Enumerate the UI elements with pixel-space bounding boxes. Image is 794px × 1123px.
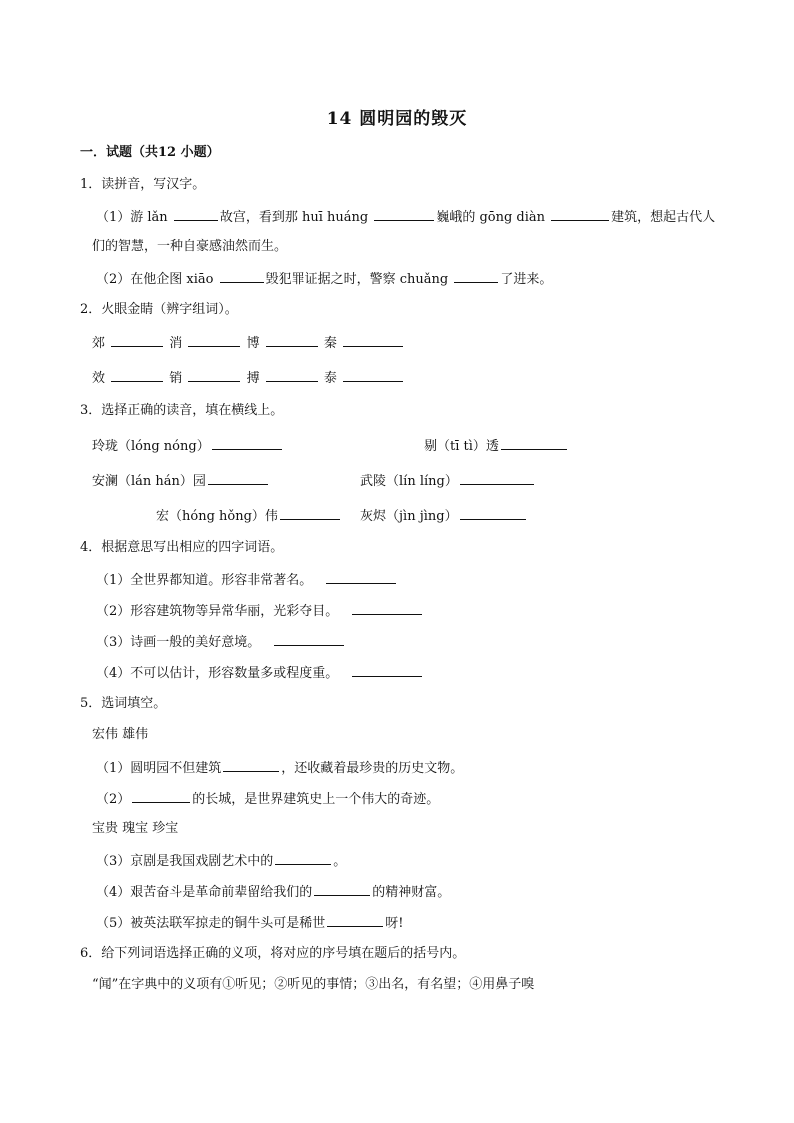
word-choices-2: 宝贵 瑰宝 珍宝: [92, 821, 179, 836]
q5-text: ，还收藏着最珍贵的历史文物。: [281, 761, 464, 776]
answer-blank[interactable]: [326, 570, 396, 584]
answer-blank[interactable]: [188, 368, 240, 382]
q5-text: （5）被英法联军掠走的铜牛头可是稀世: [96, 916, 326, 931]
question-5-item-1: [96, 758, 463, 778]
char: 博: [246, 336, 260, 351]
answer-blank[interactable]: [212, 436, 282, 450]
char: 效: [92, 371, 106, 386]
answer-blank[interactable]: [188, 333, 240, 347]
question-3-item-a: [92, 436, 284, 456]
answer-blank[interactable]: [111, 368, 163, 382]
question-6-definitions: “闻”在字典中的义项有①听见；②听见的事情；③出名，有名望；④用鼻子嗅: [92, 977, 535, 992]
question-4-item-4: [96, 663, 424, 683]
q1-text: 巍峨的 gōng diàn: [436, 210, 550, 225]
q3-text: 剔（tī tì）透: [424, 439, 499, 454]
q4-text: （4）不可以估计，形容数量多或程度重。: [96, 666, 339, 681]
answer-blank[interactable]: [275, 851, 331, 865]
answer-blank[interactable]: [274, 632, 344, 646]
q5-text: （2）: [96, 792, 131, 807]
answer-blank[interactable]: [132, 789, 190, 803]
answer-blank[interactable]: [266, 333, 318, 347]
question-5-stem: 5．选词填空。: [80, 696, 167, 711]
answer-blank[interactable]: [220, 269, 264, 283]
question-1-part-1-cont: 们的智慧，一种自豪感油然而生。: [92, 239, 288, 254]
question-5-item-3: [96, 851, 346, 871]
q5-text: （3）京剧是我国戏剧艺术中的: [96, 854, 274, 869]
answer-blank[interactable]: [460, 471, 534, 485]
q3-text: 武陵（lín líng）: [360, 474, 458, 489]
q5-text: （1）圆明园不但建筑: [96, 761, 222, 776]
question-4-item-3: [96, 632, 346, 652]
answer-blank[interactable]: [343, 368, 403, 382]
question-3-stem: 3．选择正确的读音，填在横线上。: [80, 403, 284, 418]
q4-text: （2）形容建筑物等异常华丽，光彩夺目。: [96, 604, 339, 619]
q3-text: 宏（hóng hǒng）伟: [156, 509, 278, 524]
answer-blank[interactable]: [111, 333, 163, 347]
answer-blank[interactable]: [174, 207, 218, 221]
answer-blank[interactable]: [352, 601, 422, 615]
answer-blank[interactable]: [501, 436, 567, 450]
char: 郊: [92, 336, 106, 351]
char: 搏: [246, 371, 260, 386]
question-3-item-d: [360, 471, 536, 491]
answer-blank[interactable]: [327, 913, 383, 927]
answer-blank[interactable]: [208, 471, 268, 485]
question-1-part-2: [96, 269, 552, 289]
answer-blank[interactable]: [551, 207, 609, 221]
question-1-part-1: [96, 207, 715, 227]
answer-blank[interactable]: [460, 506, 526, 520]
word-choices-1: 宏伟 雄伟: [92, 727, 149, 742]
q4-text: （1）全世界都知道。形容非常著名。: [96, 573, 313, 588]
question-2-stem: 2．火眼金睛（辨字组词）。: [80, 302, 238, 317]
char: 秦: [323, 336, 337, 351]
answer-blank[interactable]: [223, 758, 279, 772]
question-3-item-b: [424, 436, 569, 456]
answer-blank[interactable]: [374, 207, 434, 221]
q3-text: 玲珑（lóng nóng）: [92, 439, 210, 454]
question-4-item-2: [96, 601, 424, 621]
answer-blank[interactable]: [352, 663, 422, 677]
question-6-stem: 6．给下列词语选择正确的义项，将对应的序号填在题后的括号内。: [80, 946, 466, 961]
q1-text: （1）游 lǎn: [96, 210, 172, 225]
q1-text: 了进来。: [500, 272, 553, 287]
question-5-item-2: [96, 789, 439, 809]
char: 泰: [323, 371, 337, 386]
q5-text: 呀!: [385, 916, 404, 931]
question-5-item-4: [96, 882, 450, 902]
answer-blank[interactable]: [314, 882, 370, 896]
question-4-stem: 4．根据意思写出相应的四字词语。: [80, 540, 284, 555]
q3-text: 灰烬（jìn jìng）: [360, 509, 458, 524]
q1-text: 故宫，看到那 huī huáng: [219, 210, 373, 225]
section-heading: 一．试题（共12 小题）: [80, 145, 220, 160]
question-2-row-2: [92, 368, 405, 388]
q1-text: 建筑，想起古代人: [611, 210, 716, 225]
q5-text: 的精神财富。: [372, 885, 451, 900]
q5-text: 。: [333, 854, 347, 869]
answer-blank[interactable]: [266, 368, 318, 382]
q1-text: 毁犯罪证据之时，警察 chuǎng: [265, 272, 453, 287]
answer-blank[interactable]: [343, 333, 403, 347]
question-3-item-c: [92, 471, 270, 491]
q4-text: （3）诗画一般的美好意境。: [96, 635, 261, 650]
question-4-item-1: [96, 570, 398, 590]
question-1-stem: 1．读拼音，写汉字。: [80, 177, 206, 192]
q3-text: 安澜（lán hán）园: [92, 474, 206, 489]
q5-text: （4）艰苦奋斗是革命前辈留给我们的: [96, 885, 313, 900]
question-3-item-f: [360, 506, 528, 526]
question-3-item-e: [156, 506, 342, 526]
char: 消: [169, 336, 183, 351]
q1-text: （2）在他企图 xiāo: [96, 272, 218, 287]
question-5-item-5: [96, 913, 404, 933]
question-2-row-1: [92, 333, 405, 353]
answer-blank[interactable]: [280, 506, 340, 520]
page-title: 14 圆明园的毁灭: [326, 109, 468, 129]
q5-text: 的长城，是世界建筑史上一个伟大的奇迹。: [192, 792, 440, 807]
answer-blank[interactable]: [454, 269, 498, 283]
char: 销: [169, 371, 183, 386]
